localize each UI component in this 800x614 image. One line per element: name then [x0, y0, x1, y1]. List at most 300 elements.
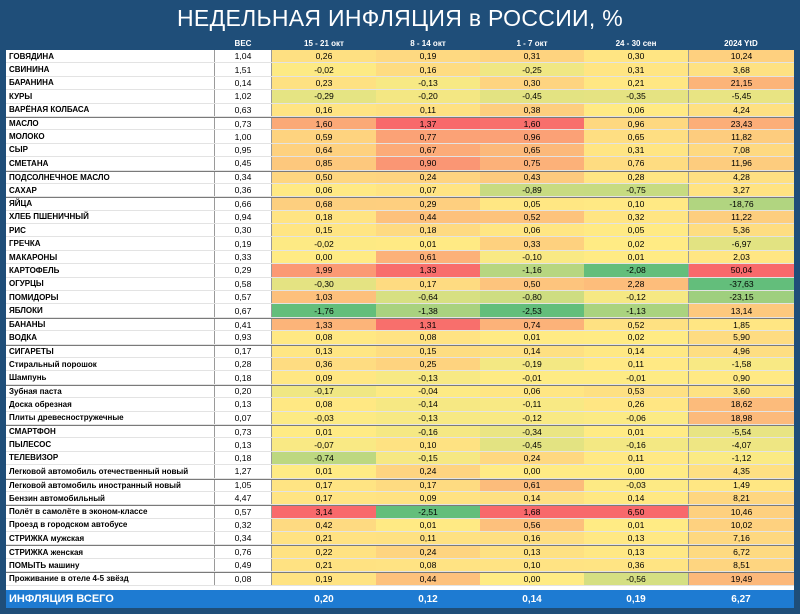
weight-cell: 1,04 — [214, 50, 272, 62]
ytd-cell: 18,62 — [688, 398, 794, 410]
weekly-change-cell: -0,20 — [376, 90, 480, 102]
item-name: ХЛЕБ ПШЕНИЧНЫЙ — [9, 212, 89, 222]
item-name: Проезд в городском автобусе — [9, 520, 128, 530]
item-name: Полёт в самолёте в эконом-классе — [9, 507, 148, 517]
weekly-change-cell: -0,13 — [376, 77, 480, 89]
weight-cell: 1,27 — [214, 465, 272, 477]
weight-cell: 0,13 — [214, 438, 272, 450]
weekly-change-cell: 0,61 — [480, 480, 584, 491]
total-weekly-cell: 0,20 — [314, 593, 334, 605]
weekly-change-cell: 0,42 — [272, 519, 376, 531]
weekly-change-cell: 0,08 — [376, 559, 480, 571]
weekly-change-cell: 0,53 — [584, 386, 688, 397]
weekly-change-cell: 1,33 — [272, 319, 376, 330]
weekly-change-cell: -0,14 — [376, 398, 480, 410]
weekly-change-cell: 0,00 — [272, 251, 376, 263]
weekly-change-cell: 1,31 — [376, 319, 480, 330]
weekly-change-cell: 0,10 — [376, 438, 480, 450]
weekly-change-cell: -0,74 — [272, 452, 376, 464]
weekly-change-cell: 0,96 — [480, 130, 584, 142]
ytd-cell: 6,72 — [688, 546, 794, 557]
total-weekly-cell: 0,19 — [626, 593, 646, 605]
weight-cell: 0,30 — [214, 224, 272, 236]
weekly-change-cell: -1,16 — [480, 264, 584, 276]
weekly-change-cell: 0,02 — [584, 331, 688, 343]
weekly-change-cell: -0,35 — [584, 90, 688, 102]
weekly-change-cell: 0,14 — [584, 492, 688, 504]
weekly-change-cell: 0,33 — [480, 237, 584, 249]
table-row — [6, 184, 794, 197]
table-row — [6, 479, 794, 492]
column-header: ВЕС — [234, 38, 252, 48]
weekly-change-cell: 0,15 — [376, 346, 480, 357]
table-row — [6, 492, 794, 505]
weekly-change-cell: 0,44 — [376, 211, 480, 223]
weekly-change-cell: 0,64 — [272, 144, 376, 156]
weight-cell: 0,36 — [214, 184, 272, 196]
item-name: КАРТОФЕЛЬ — [9, 265, 60, 275]
ytd-cell: 1,49 — [688, 480, 794, 491]
ytd-cell: 8,21 — [688, 492, 794, 504]
weekly-change-cell: 0,75 — [480, 157, 584, 169]
weight-cell: 0,08 — [214, 573, 272, 584]
ytd-cell: 5,90 — [688, 331, 794, 343]
item-name: ЯБЛОКИ — [9, 306, 43, 316]
page-title: НЕДЕЛЬНАЯ ИНФЛЯЦИЯ в РОССИИ, % — [0, 0, 800, 36]
item-name: БАНАНЫ — [9, 320, 46, 329]
item-name: ГОВЯДИНА — [9, 51, 54, 61]
weekly-change-cell: 0,17 — [376, 278, 480, 290]
table-header-row — [6, 36, 794, 50]
item-name: СТРИЖКА мужская — [9, 533, 85, 543]
weekly-change-cell: -0,07 — [272, 438, 376, 450]
total-weight-spacer — [214, 590, 272, 608]
ytd-cell: 21,15 — [688, 77, 794, 89]
weekly-change-cell: 0,01 — [272, 426, 376, 437]
weekly-change-cell: 0,26 — [272, 50, 376, 62]
ytd-cell: -5,45 — [688, 90, 794, 102]
item-name: Легковой автомобиль отечественный новый — [9, 466, 189, 476]
ytd-cell: -4,07 — [688, 438, 794, 450]
weekly-change-cell: 0,30 — [584, 50, 688, 62]
table-row — [6, 345, 794, 358]
weekly-change-cell: 0,32 — [584, 211, 688, 223]
table-row — [6, 77, 794, 90]
ytd-cell: 10,02 — [688, 519, 794, 531]
ytd-cell: 18,98 — [688, 412, 794, 424]
weight-cell: 0,66 — [214, 198, 272, 209]
item-name: СИГАРЕТЫ — [9, 346, 54, 356]
weekly-change-cell: 0,05 — [584, 224, 688, 236]
table-row — [6, 559, 794, 572]
weekly-change-cell: 0,85 — [272, 157, 376, 169]
weekly-change-cell: 0,96 — [584, 118, 688, 129]
weight-cell: 0,57 — [214, 291, 272, 303]
weekly-change-cell: -0,16 — [584, 438, 688, 450]
weekly-change-cell: 0,31 — [480, 50, 584, 62]
weekly-change-cell: 0,17 — [376, 480, 480, 491]
weekly-change-cell: -0,34 — [480, 426, 584, 437]
weight-cell: 0,28 — [214, 358, 272, 370]
weekly-change-cell: 0,10 — [584, 198, 688, 209]
weekly-change-cell: -0,03 — [272, 412, 376, 424]
table-row — [6, 545, 794, 558]
weekly-change-cell: 0,02 — [584, 237, 688, 249]
weekly-change-cell: 0,16 — [480, 532, 584, 544]
weight-cell: 0,19 — [214, 237, 272, 249]
table-row — [6, 63, 794, 76]
ytd-cell: 2,03 — [688, 251, 794, 263]
weekly-change-cell: -0,29 — [272, 90, 376, 102]
table-row — [6, 318, 794, 331]
table-row — [6, 211, 794, 224]
ytd-cell: -18,76 — [688, 198, 794, 209]
item-name: Доска обрезная — [9, 399, 72, 409]
weekly-change-cell: 0,26 — [584, 398, 688, 410]
weekly-change-cell: -0,80 — [480, 291, 584, 303]
weekly-change-cell: -0,64 — [376, 291, 480, 303]
weekly-change-cell: 1,99 — [272, 264, 376, 276]
ytd-cell: -5,54 — [688, 426, 794, 437]
weekly-change-cell: -0,10 — [480, 251, 584, 263]
weekly-change-cell: 0,14 — [480, 346, 584, 357]
ytd-cell: -37,63 — [688, 278, 794, 290]
weight-cell: 0,67 — [214, 304, 272, 316]
weekly-change-cell: 0,52 — [584, 319, 688, 330]
table-row — [6, 130, 794, 143]
weekly-change-cell: 0,09 — [376, 492, 480, 504]
table-row — [6, 171, 794, 184]
ytd-cell: 11,96 — [688, 157, 794, 169]
weekly-change-cell: -0,03 — [584, 480, 688, 491]
ytd-cell: 0,90 — [688, 371, 794, 383]
table-row — [6, 358, 794, 371]
weight-cell: 0,94 — [214, 211, 272, 223]
weekly-change-cell: 0,31 — [584, 63, 688, 75]
weekly-change-cell: 1,60 — [272, 118, 376, 129]
weekly-change-cell: 0,23 — [272, 77, 376, 89]
weekly-change-cell: 0,13 — [584, 546, 688, 557]
weekly-change-cell: 0,00 — [584, 465, 688, 477]
weekly-change-cell: 0,50 — [480, 278, 584, 290]
weekly-change-cell: 0,24 — [480, 452, 584, 464]
weekly-change-cell: -1,76 — [272, 304, 376, 316]
table-row — [6, 385, 794, 398]
weight-cell: 1,51 — [214, 63, 272, 75]
weight-cell: 0,34 — [214, 172, 272, 183]
weekly-change-cell: 0,15 — [272, 224, 376, 236]
weekly-change-cell: 0,08 — [272, 398, 376, 410]
weekly-change-cell: 1,03 — [272, 291, 376, 303]
weekly-change-cell: 0,65 — [480, 144, 584, 156]
weekly-change-cell: 0,13 — [584, 532, 688, 544]
table-row — [6, 197, 794, 210]
item-name: Плиты древесностружечные — [9, 413, 124, 423]
weekly-change-cell: 0,38 — [480, 104, 584, 116]
table-row — [6, 532, 794, 545]
table-row — [6, 117, 794, 130]
item-name: СТРИЖКА женская — [9, 547, 84, 557]
item-name: ВАРЁНАЯ КОЛБАСА — [9, 105, 90, 115]
ytd-cell: 23,43 — [688, 118, 794, 129]
weekly-change-cell: 0,24 — [376, 546, 480, 557]
item-name: ПОМЫТЬ машину — [9, 560, 80, 570]
weekly-change-cell: 0,52 — [480, 211, 584, 223]
table-row — [6, 438, 794, 451]
table-row — [6, 104, 794, 117]
weekly-change-cell: 0,67 — [376, 144, 480, 156]
weekly-change-cell: 0,25 — [376, 358, 480, 370]
weekly-change-cell: 0,21 — [272, 532, 376, 544]
item-name: СЫР — [9, 145, 28, 155]
table-row — [6, 398, 794, 411]
ytd-cell: 11,82 — [688, 130, 794, 142]
weekly-change-cell: 0,36 — [272, 358, 376, 370]
weekly-change-cell: 0,59 — [272, 130, 376, 142]
weekly-change-cell: -0,45 — [480, 90, 584, 102]
weekly-change-cell: 0,08 — [376, 331, 480, 343]
weekly-change-cell: -0,16 — [376, 426, 480, 437]
weekly-change-cell: -0,01 — [480, 371, 584, 383]
weekly-change-cell: 0,01 — [584, 519, 688, 531]
weekly-change-cell: 0,68 — [272, 198, 376, 209]
weekly-change-cell: 0,21 — [584, 77, 688, 89]
column-header: 2024 YtD — [724, 38, 758, 48]
weekly-change-cell: 0,01 — [272, 465, 376, 477]
weight-cell: 0,20 — [214, 386, 272, 397]
total-weekly-cell: 0,14 — [522, 593, 542, 605]
weight-cell: 0,17 — [214, 346, 272, 357]
table-row — [6, 412, 794, 425]
ytd-cell: 4,96 — [688, 346, 794, 357]
item-name: ВОДКА — [9, 332, 38, 342]
weekly-change-cell: 0,11 — [584, 358, 688, 370]
total-weekly-cell: 0,12 — [418, 593, 438, 605]
weekly-change-cell: 0,05 — [480, 198, 584, 209]
ytd-cell: 4,35 — [688, 465, 794, 477]
ytd-cell: -23,15 — [688, 291, 794, 303]
table-row — [6, 425, 794, 438]
weight-cell: 0,58 — [214, 278, 272, 290]
column-header: 24 - 30 сен — [615, 38, 657, 48]
weekly-change-cell: 0,16 — [376, 63, 480, 75]
weekly-change-cell: 0,28 — [584, 172, 688, 183]
item-name: Проживание в отеле 4-5 звёзд — [9, 574, 129, 584]
weight-cell: 4,47 — [214, 492, 272, 504]
column-header: 8 - 14 окт — [410, 38, 446, 48]
weekly-change-cell: 0,29 — [376, 198, 480, 209]
weekly-change-cell: -0,25 — [480, 63, 584, 75]
table-row — [6, 157, 794, 170]
weekly-change-cell: -0,06 — [584, 412, 688, 424]
table-row — [6, 278, 794, 291]
weekly-change-cell: 0,18 — [272, 211, 376, 223]
weekly-change-cell: -0,30 — [272, 278, 376, 290]
item-name: ТЕЛЕВИЗОР — [9, 453, 59, 463]
item-name: Стиральный порошок — [9, 359, 97, 369]
table-row — [6, 50, 794, 63]
inflation-table — [6, 36, 794, 608]
weekly-change-cell: 0,01 — [584, 251, 688, 263]
weekly-change-cell: 0,06 — [480, 224, 584, 236]
ytd-cell: 3,60 — [688, 386, 794, 397]
ytd-cell: 3,27 — [688, 184, 794, 196]
weekly-change-cell: 0,11 — [376, 532, 480, 544]
ytd-cell: -6,97 — [688, 237, 794, 249]
table-row — [6, 291, 794, 304]
weight-cell: 0,18 — [214, 452, 272, 464]
item-name: ГРЕЧКА — [9, 239, 41, 249]
weekly-change-cell: 0,30 — [480, 77, 584, 89]
weekly-change-cell: 0,19 — [376, 50, 480, 62]
weight-cell: 0,33 — [214, 251, 272, 263]
item-name: КУРЫ — [9, 91, 33, 101]
weekly-change-cell: 0,43 — [480, 172, 584, 183]
weekly-change-cell: -0,19 — [480, 358, 584, 370]
weight-cell: 0,13 — [214, 398, 272, 410]
weekly-change-cell: 0,13 — [272, 346, 376, 357]
weekly-change-cell: -0,02 — [272, 63, 376, 75]
weight-cell: 0,34 — [214, 532, 272, 544]
item-name: СМАРТФОН — [9, 427, 56, 437]
ytd-cell: 8,51 — [688, 559, 794, 571]
table-row — [6, 237, 794, 250]
weekly-change-cell: 0,44 — [376, 573, 480, 584]
ytd-cell: 11,22 — [688, 211, 794, 223]
table-row — [6, 519, 794, 532]
weight-cell: 0,41 — [214, 319, 272, 330]
total-ytd-cell: 6,27 — [731, 593, 751, 605]
weekly-change-cell: 0,17 — [272, 480, 376, 491]
weight-cell: 0,07 — [214, 412, 272, 424]
item-name: САХАР — [9, 185, 37, 195]
item-name: ПОМИДОРЫ — [9, 292, 59, 302]
ytd-cell: 1,85 — [688, 319, 794, 330]
weekly-change-cell: 2,28 — [584, 278, 688, 290]
weekly-change-cell: 0,24 — [376, 465, 480, 477]
ytd-cell: 50,04 — [688, 264, 794, 276]
weekly-change-cell: -0,01 — [584, 371, 688, 383]
item-name: СМЕТАНА — [9, 158, 49, 168]
weekly-change-cell: 0,77 — [376, 130, 480, 142]
table-row — [6, 452, 794, 465]
weekly-change-cell: 0,21 — [272, 559, 376, 571]
weekly-change-cell: 0,36 — [584, 559, 688, 571]
weekly-change-cell: 0,90 — [376, 157, 480, 169]
table-row — [6, 144, 794, 157]
ytd-cell: -1,58 — [688, 358, 794, 370]
item-name: Зубная паста — [9, 386, 62, 396]
column-header: 15 - 21 окт — [304, 38, 344, 48]
table-body — [6, 50, 794, 586]
weekly-change-cell: 0,00 — [480, 465, 584, 477]
weekly-change-cell: 1,37 — [376, 118, 480, 129]
weight-cell: 0,93 — [214, 331, 272, 343]
weekly-change-cell: 0,24 — [376, 172, 480, 183]
weight-cell: 1,00 — [214, 130, 272, 142]
table-row — [6, 505, 794, 518]
weight-cell: 0,29 — [214, 264, 272, 276]
weekly-change-cell: 0,10 — [480, 559, 584, 571]
weekly-change-cell: 1,33 — [376, 264, 480, 276]
weekly-change-cell: 0,09 — [272, 371, 376, 383]
weekly-change-cell: -0,02 — [272, 237, 376, 249]
weight-cell: 0,73 — [214, 118, 272, 129]
weekly-change-cell: 0,08 — [272, 331, 376, 343]
item-name: МОЛОКО — [9, 132, 45, 142]
weekly-change-cell: 0,22 — [272, 546, 376, 557]
weekly-change-cell: 0,56 — [480, 519, 584, 531]
item-name: ПОДСОЛНЕЧНОЕ МАСЛО — [9, 172, 110, 182]
table-row — [6, 224, 794, 237]
weekly-change-cell: 0,06 — [272, 184, 376, 196]
ytd-cell: 7,16 — [688, 532, 794, 544]
weekly-change-cell: -0,15 — [376, 452, 480, 464]
item-name: Шампунь — [9, 373, 47, 383]
item-name: ПЫЛЕСОС — [9, 440, 52, 450]
weekly-change-cell: 0,18 — [376, 224, 480, 236]
weekly-change-cell: 0,16 — [272, 104, 376, 116]
weekly-change-cell: 0,14 — [584, 346, 688, 357]
weight-cell: 0,49 — [214, 559, 272, 571]
weight-cell: 0,76 — [214, 546, 272, 557]
column-header: 1 - 7 окт — [516, 38, 548, 48]
weekly-change-cell: 0,01 — [376, 519, 480, 531]
weight-cell: 0,14 — [214, 77, 272, 89]
weekly-change-cell: -0,12 — [480, 412, 584, 424]
weekly-change-cell: 0,76 — [584, 157, 688, 169]
weekly-change-cell: 0,19 — [272, 573, 376, 584]
weekly-change-cell: -0,89 — [480, 184, 584, 196]
table-row — [6, 465, 794, 478]
item-name: ЯЙЦА — [9, 199, 33, 209]
weekly-change-cell: 1,68 — [480, 506, 584, 517]
weekly-change-cell: 0,07 — [376, 184, 480, 196]
weekly-change-cell: -1,38 — [376, 304, 480, 316]
weekly-change-cell: 0,01 — [584, 426, 688, 437]
weekly-change-cell: -2,51 — [376, 506, 480, 517]
weekly-change-cell: -0,11 — [480, 398, 584, 410]
table-row — [6, 331, 794, 344]
ytd-cell: 19,49 — [688, 573, 794, 584]
ytd-cell: -1,12 — [688, 452, 794, 464]
ytd-cell: 7,08 — [688, 144, 794, 156]
total-inflation-row — [6, 590, 794, 608]
weekly-change-cell: -1,13 — [584, 304, 688, 316]
item-name: Легковой автомобиль иностранный новый — [9, 480, 181, 490]
item-name: СВИНИНА — [9, 65, 50, 75]
table-row — [6, 371, 794, 384]
ytd-cell: 4,28 — [688, 172, 794, 183]
item-name: МАКАРОНЫ — [9, 252, 58, 262]
item-name: БАРАНИНА — [9, 78, 54, 88]
weight-cell: 0,45 — [214, 157, 272, 169]
weekly-change-cell: 0,17 — [272, 492, 376, 504]
ytd-cell: 5,36 — [688, 224, 794, 236]
weight-cell: 1,05 — [214, 480, 272, 491]
weekly-change-cell: 0,13 — [480, 546, 584, 557]
weekly-change-cell: 0,01 — [376, 237, 480, 249]
weekly-change-cell: -2,53 — [480, 304, 584, 316]
weekly-change-cell: -0,75 — [584, 184, 688, 196]
weekly-change-cell: 0,74 — [480, 319, 584, 330]
weekly-change-cell: 0,11 — [376, 104, 480, 116]
item-name: РИС — [9, 225, 26, 235]
weekly-change-cell: 0,50 — [272, 172, 376, 183]
weight-cell: 0,18 — [214, 371, 272, 383]
table-row — [6, 572, 794, 585]
weekly-change-cell: 0,06 — [480, 386, 584, 397]
